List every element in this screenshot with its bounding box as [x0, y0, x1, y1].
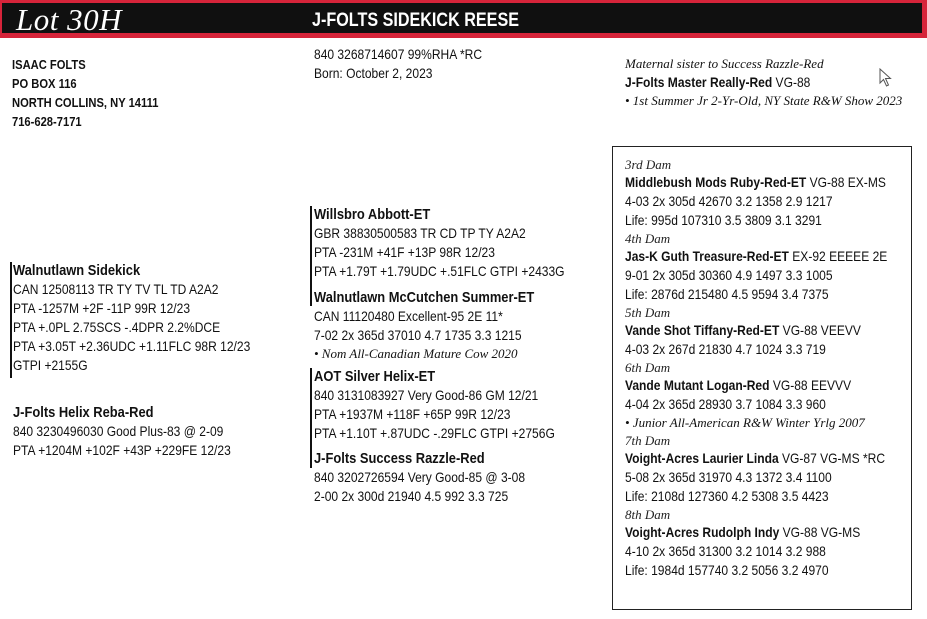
animal-born: Born: October 2, 2023: [314, 65, 433, 81]
sire-line: CAN 12508113 TR TY TV TL TD A2A2: [13, 281, 219, 297]
sire-sire-line: PTA +1.79T +1.79UDC +.51FLC GTPI +2433G: [314, 263, 565, 279]
dam-sire-name: AOT Silver Helix-ET: [314, 368, 436, 385]
ancestor-dam-name: Middlebush Mods Ruby-Red-ET: [625, 174, 807, 190]
dam-dam-line: 840 3202726594 Very Good-85 @ 3-08: [314, 469, 526, 485]
ancestor-dam-score: VG-88 VEEVV: [779, 322, 861, 338]
owner-block: [12, 55, 182, 131]
sire-dam-name: Walnutlawn McCutchen Summer-ET: [314, 289, 535, 306]
ancestor-dam-record: 4-03 2x 305d 42670 3.2 1358 2.9 1217: [625, 193, 833, 209]
ancestor-dam-record: 4-04 2x 365d 28930 3.7 1084 3.3 960: [625, 396, 826, 412]
sire-line: PTA +3.05T +2.36UDC +1.11FLC 98R 12/23: [13, 338, 251, 354]
dam-sire-block: [314, 367, 594, 443]
dam-generation-label: 4th Dam: [625, 231, 671, 246]
sire-line: PTA -1257M +2F -11P 99R 12/23: [13, 300, 191, 316]
dam-dam-block: [314, 449, 559, 506]
ancestor-dam-name: Voight-Acres Rudolph Indy: [625, 524, 780, 540]
maternal-sister-name: J-Folts Master Really-Red: [625, 74, 773, 90]
header-bar: [0, 0, 927, 38]
sire-bracket: [10, 262, 12, 378]
ancestor-dam-name: Voight-Acres Laurier Linda: [625, 450, 779, 466]
sire-sire-line: GBR 38830500583 TR CD TP TY A2A2: [314, 225, 526, 241]
maternal-sister: [625, 55, 902, 110]
dam-generation-label: 7th Dam: [625, 433, 671, 448]
dam-dam-name: J-Folts Success Razzle-Red: [314, 450, 485, 467]
ancestor-dam-name: Vande Mutant Logan-Red: [625, 377, 770, 393]
dam-name: J-Folts Helix Reba-Red: [13, 404, 154, 421]
sire-name: Walnutlawn Sidekick: [13, 262, 141, 279]
ancestor-dam-record: 5-08 2x 365d 31970 4.3 1372 3.4 1100: [625, 469, 832, 485]
ancestor-dam-score: EX-92 EEEEE 2E: [788, 248, 888, 264]
dam-line: 840 3230496030 Good Plus-83 @ 2-09: [13, 423, 224, 439]
dam-generation-label: 3rd Dam: [625, 157, 672, 172]
sire-sire-block: [314, 205, 605, 281]
sire-line: GTPI +2155G: [13, 357, 88, 373]
ancestor-dam-score: VG-88 EX-MS: [806, 174, 886, 190]
ancestor-dam-life: Life: 995d 107310 3.5 3809 3.1 3291: [625, 212, 822, 228]
ancestor-dam-name: Jas-K Guth Treasure-Red-ET: [625, 248, 789, 264]
ancestor-dam-record: 4-10 2x 365d 31300 3.2 1014 3.2 988: [625, 543, 826, 559]
ancestor-dam-life: Life: 2876d 215480 4.5 9594 3.4 7375: [625, 286, 829, 302]
dam-sire-bracket: [310, 368, 312, 468]
ancestor-dam-score: VG-88 VG-MS: [779, 524, 861, 540]
dam-sire-line: 840 3131083927 Very Good-86 GM 12/21: [314, 387, 539, 403]
ancestor-dam-life: Life: 1984d 157740 3.2 5056 3.2 4970: [625, 562, 829, 578]
sire-dam-line: CAN 11120480 Excellent-95 2E 11*: [314, 308, 503, 324]
maternal-sister-award: • 1st Summer Jr 2-Yr-Old, NY State R&W Show 2023: [625, 93, 903, 108]
dam-dam-line: 2-00 2x 300d 21940 4.5 992 3.3 725: [314, 488, 509, 504]
dam-generation-label: 5th Dam: [625, 305, 671, 320]
animal-title: J-FOLTS SIDEKICK REESE: [312, 10, 519, 31]
dam-generation-label: 6th Dam: [625, 360, 671, 375]
sire-dam-award: • Nom All-Canadian Mature Cow 2020: [314, 346, 518, 361]
sire-sire-name: Willsbro Abbott-ET: [314, 206, 431, 223]
ancestor-dam-award: • Junior All-American R&W Winter Yrlg 2007: [625, 415, 865, 430]
ancestor-dam-record: 9-01 2x 305d 30360 4.9 1497 3.3 1005: [625, 267, 833, 283]
animal-id: 840 3268714607 99%RHA *RC: [314, 46, 483, 62]
sire-sire-bracket: [310, 206, 312, 306]
maternal-line-content: [625, 156, 927, 580]
lot-number: Lot 30H: [16, 2, 122, 37]
dam-sire-line: PTA +1937M +118F +65P 99R 12/23: [314, 406, 511, 422]
dam-block: [13, 403, 266, 460]
sire-block: [13, 261, 289, 375]
dam-generation-label: 8th Dam: [625, 507, 671, 522]
owner-name: ISAAC FOLTS: [12, 57, 86, 72]
owner-address-1: PO BOX 116: [12, 76, 77, 91]
owner-phone: 716-628-7171: [12, 114, 82, 129]
sire-dam-block: [314, 288, 570, 363]
sire-dam-line: 7-02 2x 365d 37010 4.7 1735 3.3 1215: [314, 327, 522, 343]
maternal-sister-note: Maternal sister to Success Razzle-Red: [625, 56, 824, 71]
ancestor-dam-life: Life: 2108d 127360 4.2 5308 3.5 4423: [625, 488, 829, 504]
ancestor-dam-record: 4-03 2x 267d 21830 4.7 1024 3.3 719: [625, 341, 826, 357]
mouse-cursor-icon: [879, 68, 893, 88]
ancestor-dam-name: Vande Shot Tiffany-Red-ET: [625, 322, 780, 338]
dam-line: PTA +1204M +102F +43P +229FE 12/23: [13, 442, 231, 458]
ancestor-dam-score: VG-87 VG-MS *RC: [778, 450, 886, 466]
header-inner: [2, 2, 922, 37]
ancestor-dam-score: VG-88 EEVVV: [769, 377, 852, 393]
maternal-sister-score: VG-88: [772, 74, 811, 90]
sire-line: PTA +.0PL 2.75SCS -.4DPR 2.2%DCE: [13, 319, 221, 335]
owner-address-2: NORTH COLLINS, NY 14111: [12, 95, 159, 110]
dam-sire-line: PTA +1.10T +.87UDC -.29FLC GTPI +2756G: [314, 425, 555, 441]
animal-info: [314, 45, 509, 83]
sire-sire-line: PTA -231M +41F +13P 98R 12/23: [314, 244, 495, 260]
